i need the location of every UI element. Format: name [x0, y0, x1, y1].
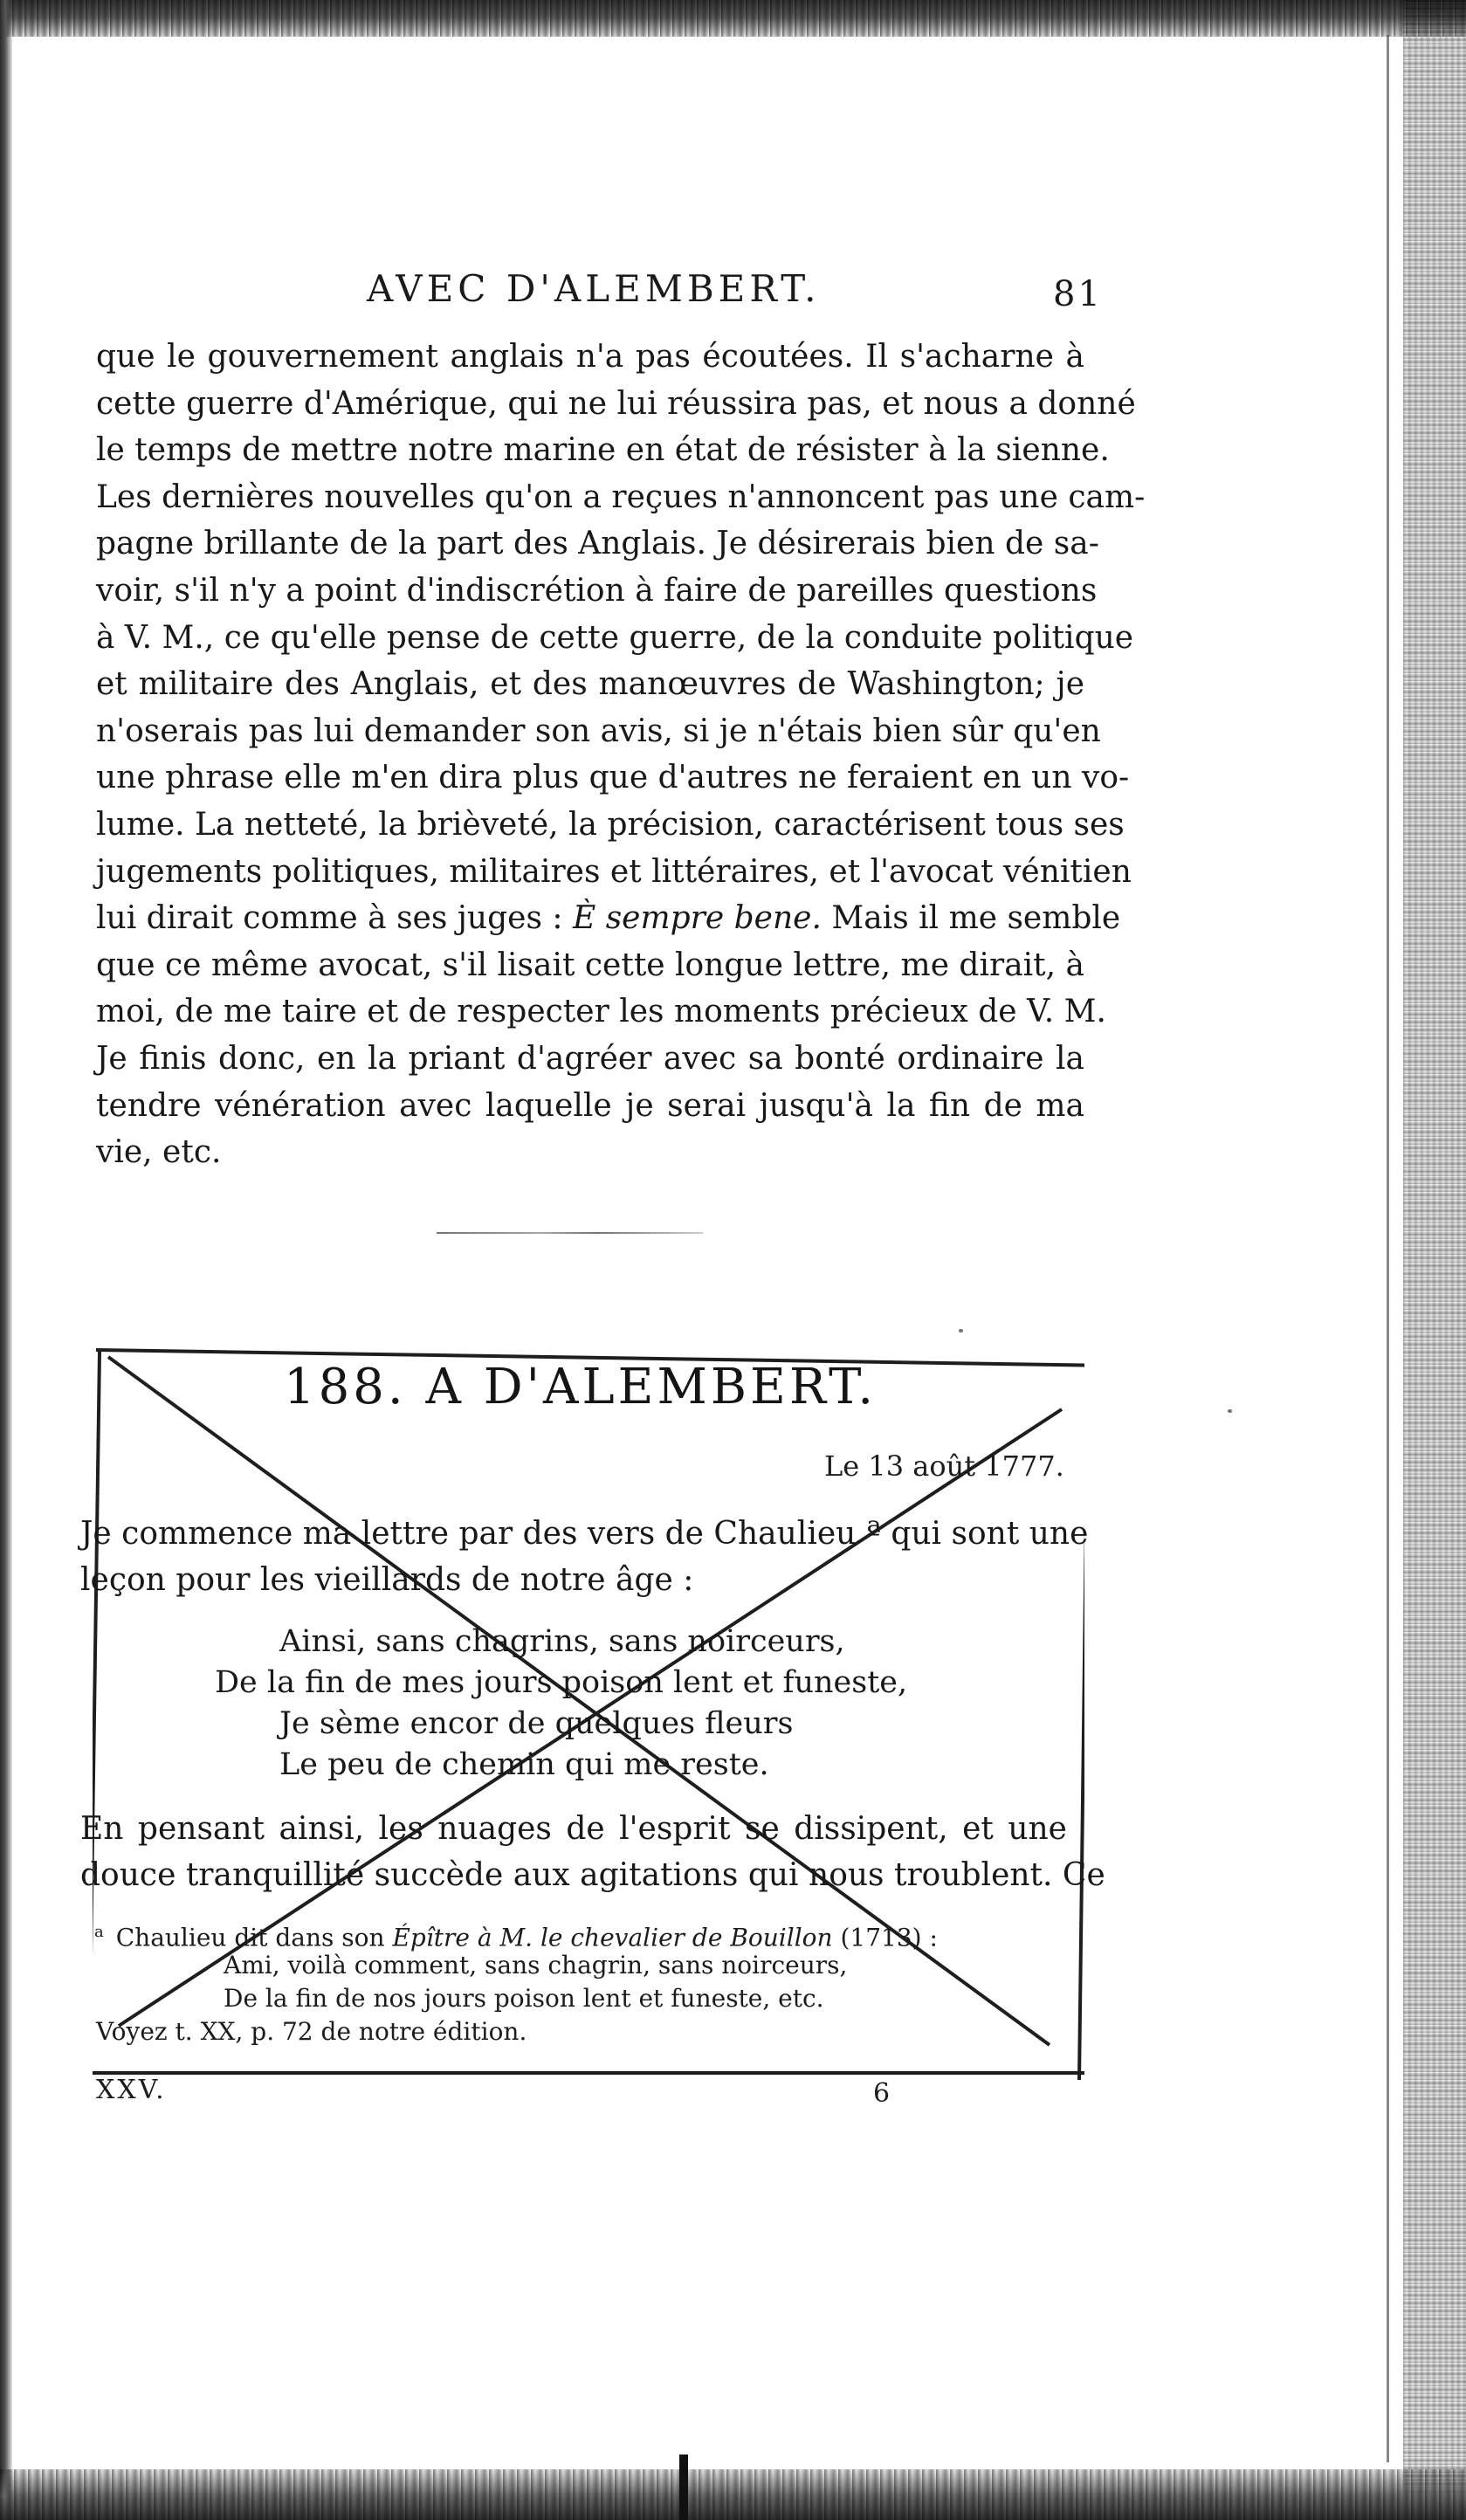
footnote-marker: a: [94, 1923, 104, 1941]
signature-mark: XXV.: [96, 2075, 167, 2105]
body-line: que le gouvernement anglais n'a pas écoutées. Il s'acharne à: [96, 339, 1084, 375]
verse-line: De la fin de mes jours poison lent et funeste,: [215, 1665, 908, 1700]
page-number: 81: [1053, 274, 1103, 314]
body-line: tendre vénération avec laquelle je serai jusqu'à la fin de ma: [96, 1087, 1084, 1124]
letter-body-text: [96, 334, 1146, 1176]
body-line: lume. La netteté, la brièveté, la précision, caractérisent tous ses: [96, 806, 1125, 843]
verse-line: Ainsi, sans chagrins, sans noirceurs,: [279, 1624, 845, 1659]
footnote-quote-line: De la fin de nos jours poison lent et funeste, etc.: [224, 1984, 824, 2013]
body-line: cette guerre d'Amérique, qui ne lui réussira pas, et nous a donné: [96, 385, 1136, 422]
body-line: voir, s'il n'y a point d'indiscrétion à faire de pareilles questions: [96, 572, 1098, 609]
scan-speck: [1228, 1409, 1232, 1413]
body-line-after-italic: Mais il me semble: [821, 900, 1121, 937]
body-line: une phrase elle m'en dira plus que d'autres ne feraient en un vo-: [96, 760, 1130, 796]
scan-page-border: [1387, 35, 1389, 2462]
body-line: vie, etc.: [96, 1134, 222, 1171]
letter-intro: [80, 1511, 1089, 1603]
section-divider: [437, 1232, 703, 1234]
scan-edge-left: [0, 0, 12, 2520]
scan-edge-top: [0, 0, 1466, 37]
body-line: le temps de mettre notre marine en état de résister à la sienne.: [96, 432, 1110, 469]
verse-line: Je sème encor de quelques fleurs: [279, 1706, 794, 1741]
body-line: et militaire des Anglais, et des manœuvres de Washington; je: [96, 666, 1084, 703]
body-line: pagne brillante de la part des Anglais. Je désirerais bien de sa-: [96, 526, 1099, 562]
letter-line: En pensant ainsi, les nuages de l'esprit se dissipent, et une: [80, 1811, 1067, 1847]
letter-title: 188. A D'ALEMBERT.: [284, 1359, 878, 1415]
body-line: Les dernières nouvelles qu'on a reçues n'annoncent pas une cam-: [96, 479, 1146, 515]
footnote-year: (1713) :: [832, 1923, 938, 1952]
frame-right-line: [1079, 1381, 1084, 2080]
body-line: que ce même avocat, s'il lisait cette longue lettre, me dirait, à: [96, 947, 1084, 983]
body-line-with-italic: [96, 895, 1121, 942]
sheet-number: 6: [873, 2078, 891, 2109]
letter-line: leçon pour les vieillards de notre âge :: [80, 1562, 694, 1598]
body-line: moi, de me taire et de respecter les moments précieux de V. M.: [96, 994, 1106, 1030]
letter-continuation: [80, 1806, 1105, 1898]
footnote-lead: Chaulieu dit dans son: [115, 1923, 393, 1952]
letter-line: douce tranquillité succède aux agitations qui nous troublent. Ce: [80, 1857, 1105, 1893]
body-line: à V. M., ce qu'elle pense de cette guerre, de la conduite politique: [96, 619, 1134, 656]
body-line-before-italic: lui dirait comme à ses juges :: [96, 900, 573, 937]
scan-speck: [959, 1329, 963, 1332]
verse-line: Le peu de chemin qui me reste.: [279, 1747, 769, 1782]
scan-binding-mark: [679, 2455, 688, 2520]
letter-line: Je commence ma lettre par des vers de Chaulieu ª qui sont une: [80, 1516, 1089, 1552]
scan-edge-right: [1403, 0, 1466, 2520]
running-head: AVEC D'ALEMBERT.: [367, 267, 821, 310]
body-line: jugements politiques, militaires et littéraires, et l'avocat vénitien: [96, 853, 1132, 890]
footnote-quote-line: Ami, voilà comment, sans chagrin, sans noirceurs,: [224, 1951, 848, 1980]
footnote-work-title: Épître à M. le chevalier de Bouillon: [392, 1923, 833, 1952]
letter-date: Le 13 août 1777.: [824, 1449, 1064, 1483]
frame-left-line: [93, 1352, 100, 2078]
italic-quote: È sempre bene.: [572, 900, 822, 937]
body-line: n'oserais pas lui demander son avis, si je n'étais bien sûr qu'en: [96, 713, 1101, 749]
footnote-reference: Voyez t. XX, p. 72 de notre édition.: [96, 2017, 527, 2046]
scan-edge-bottom: [0, 2469, 1466, 2520]
body-line: Je finis donc, en la priant d'agréer avec sa bonté ordinaire la: [96, 1040, 1084, 1077]
